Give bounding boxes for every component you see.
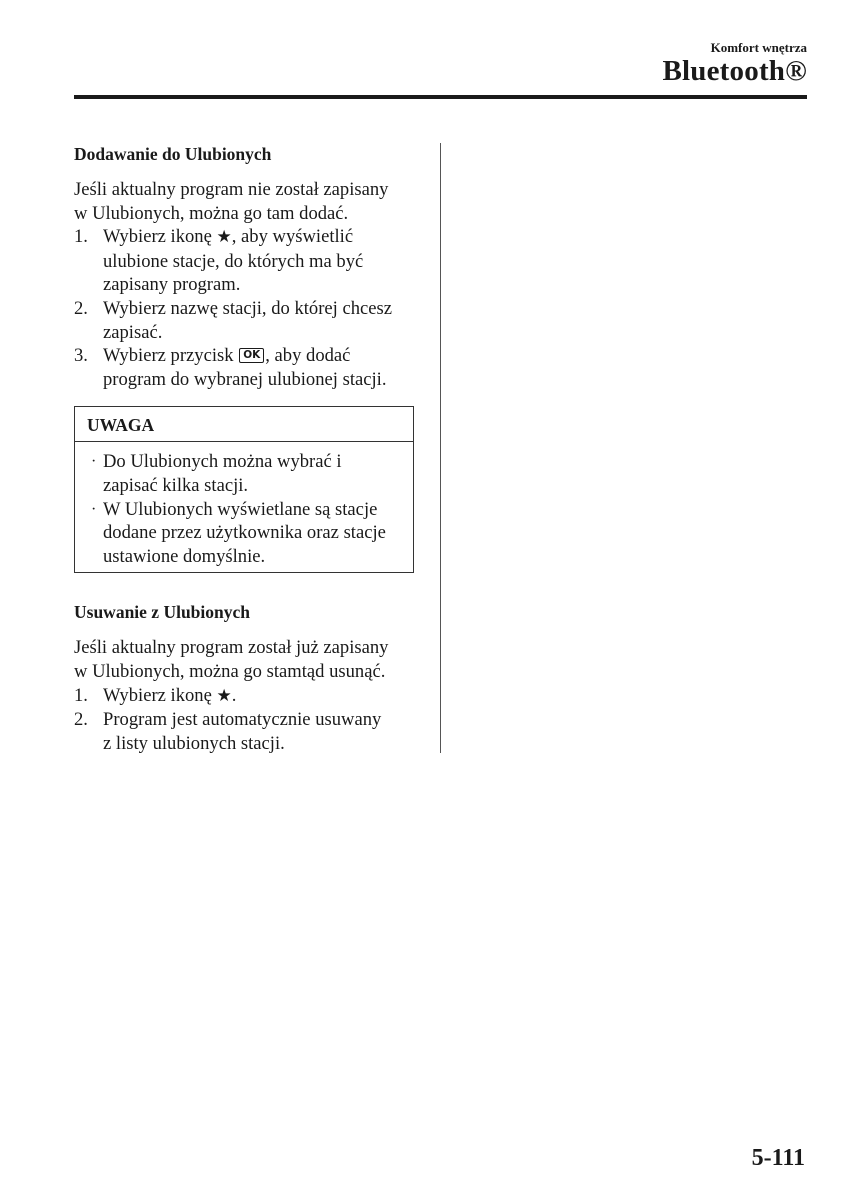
remove-step-1 <box>74 684 414 709</box>
add-step-1 <box>74 225 414 297</box>
note-item-2 <box>89 498 403 569</box>
note-text: dodane przez użytkownika oraz stacje <box>103 522 386 544</box>
bullet-icon: · <box>91 500 97 518</box>
step-number: 1. <box>74 226 88 248</box>
step-text: Wybierz nazwę stacji, do której chcesz <box>103 297 393 319</box>
add-intro-line2: w Ulubionych, można go tam dodać. <box>74 202 349 224</box>
step-number: 2. <box>74 709 88 731</box>
step-text: zapisany program. <box>103 274 241 296</box>
note-item-1 <box>89 450 403 497</box>
remove-step-2 <box>74 708 414 755</box>
remove-intro-line1: Jeśli aktualny program został już zapisany <box>74 637 389 659</box>
step-text: Wybierz ikonę <box>103 684 217 706</box>
note-title: UWAGA <box>75 407 413 442</box>
add-step-2 <box>74 297 414 344</box>
note-list <box>75 442 413 572</box>
step-number: 3. <box>74 345 88 367</box>
note-text: W Ulubionych wyświetlane są stacje <box>103 498 378 520</box>
note-text: zapisać kilka stacji. <box>103 474 249 496</box>
step-text: , aby dodać <box>265 345 351 367</box>
step-text: z listy ulubionych stacji. <box>103 732 285 754</box>
add-steps <box>74 225 414 391</box>
remove-intro <box>74 636 414 683</box>
ok-button-icon: OK <box>239 348 264 363</box>
note-box <box>74 406 414 573</box>
left-column <box>74 142 414 755</box>
step-text: ulubione stacje, do których ma być <box>103 250 364 272</box>
remove-heading: Usuwanie z Ulubionych <box>74 602 251 623</box>
note-text: ustawione domyślnie. <box>103 545 266 567</box>
add-intro-line1: Jeśli aktualny program nie został zapisany <box>74 179 389 200</box>
star-icon: ★ <box>216 685 232 706</box>
step-text: Wybierz ikonę <box>103 226 217 248</box>
header-rule <box>74 95 807 99</box>
step-text: zapisać. <box>103 321 163 343</box>
bullet-icon: · <box>91 453 97 471</box>
step-number: 2. <box>74 297 88 319</box>
page-number: 5-111 <box>751 1145 805 1171</box>
add-heading: Dodawanie do Ulubionych <box>74 144 272 164</box>
step-text: . <box>231 684 237 706</box>
step-text: program do wybranej ulubionej stacji. <box>103 368 387 390</box>
note-text: Do Ulubionych można wybrać i <box>103 451 342 473</box>
step-text: Program jest automatycznie usuwany <box>103 709 382 731</box>
remove-steps <box>74 684 414 756</box>
step-text: Wybierz przycisk <box>103 345 239 367</box>
star-icon: ★ <box>216 227 232 248</box>
section-name: Komfort wnętrza <box>710 40 807 55</box>
page-title: Bluetooth® <box>662 55 807 87</box>
step-number: 1. <box>74 684 88 706</box>
step-text: , aby wyświetlić <box>231 226 354 248</box>
add-intro <box>74 178 414 225</box>
column-divider <box>440 143 441 753</box>
remove-intro-line2: w Ulubionych, można go stamtąd usunąć. <box>74 660 386 682</box>
add-step-3 <box>74 344 414 391</box>
